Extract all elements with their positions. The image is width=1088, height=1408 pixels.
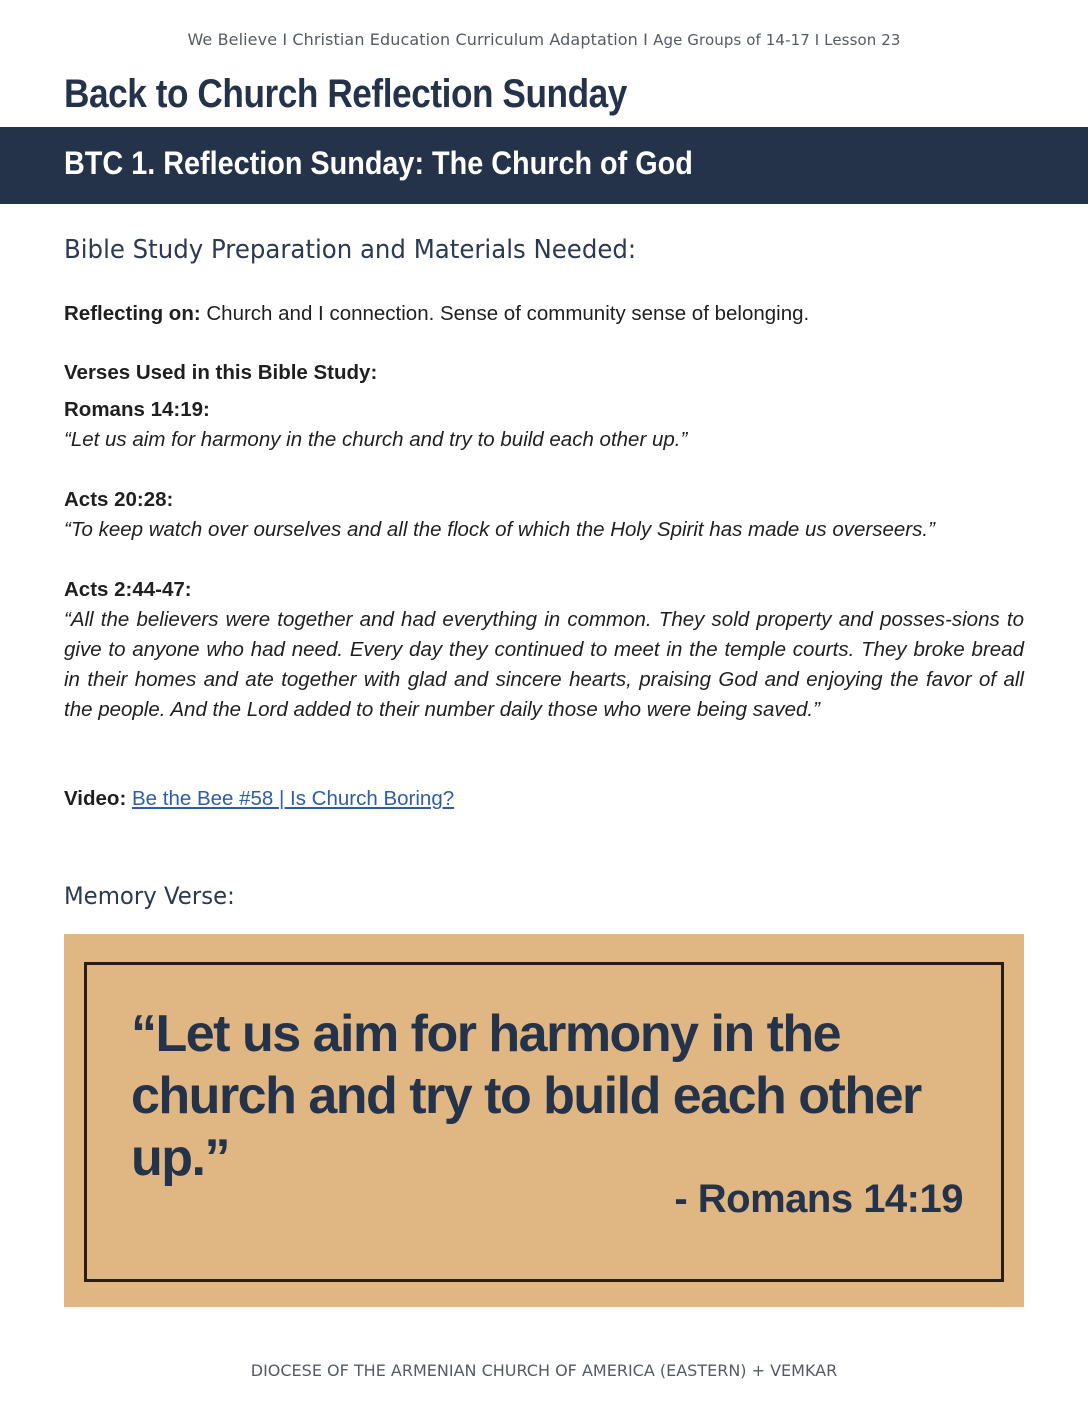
verse-quote-3: “All the believers were together and had everything in common. They sold property and posses-sions to give to anyone who had need. Every day they continued to meet in the temple courts. They broke bread in their homes and ate together with glad and sincere hearts, praising God and enjoying the favor of all the people. And the Lord added to their number daily those who were being saved.”	[64, 608, 1024, 721]
running-head-suffix: Age Groups of 14-17 I Lesson 23	[653, 31, 901, 49]
reflecting-on	[64, 299, 1024, 329]
running-head-text: We Believe I Christian Education Curriculum Adaptation I	[187, 30, 648, 49]
prep-heading: Bible Study Preparation and Materials Needed:	[64, 235, 637, 265]
verses-label: Verses Used in this Bible Study:	[64, 361, 378, 384]
verse-reference-3: Acts 2:44-47:	[64, 578, 192, 601]
video-link[interactable]: Be the Bee #58 | Is Church Boring?	[131, 787, 455, 810]
verse-quote-2: “To keep watch over ourselves and all the flock of which the Holy Spirit has made us overseers.”	[64, 518, 935, 541]
memory-verse-text: “Let us aim for harmony in the church and try to build each other up.”	[131, 1005, 921, 1187]
reflecting-text: Church and I connection. Sense of community sense of belonging.	[200, 302, 810, 325]
memory-verse-heading: Memory Verse:	[64, 882, 235, 910]
memory-verse-reference: - Romans 14:19	[674, 1177, 963, 1221]
verse-quote-1: “Let us aim for harmony in the church and try to build each other up.”	[64, 428, 688, 451]
memory-verse-box	[64, 934, 1024, 1307]
verse-reference-2: Acts 20:28:	[64, 488, 174, 511]
page-footer: DIOCESE OF THE ARMENIAN CHURCH OF AMERICA (EASTERN) + VEMKAR	[250, 1361, 838, 1380]
video-line	[64, 784, 1024, 814]
reflecting-label: Reflecting on:	[64, 302, 201, 325]
running-header	[0, 30, 1088, 49]
memory-verse-frame	[84, 962, 1004, 1282]
verse-reference-1: Romans 14:19:	[64, 398, 210, 421]
video-label: Video:	[64, 787, 127, 810]
page-title: Back to Church Reflection Sunday	[64, 72, 627, 116]
lesson-band	[0, 127, 1088, 204]
lesson-title: BTC 1. Reflection Sunday: The Church of God	[64, 145, 693, 181]
